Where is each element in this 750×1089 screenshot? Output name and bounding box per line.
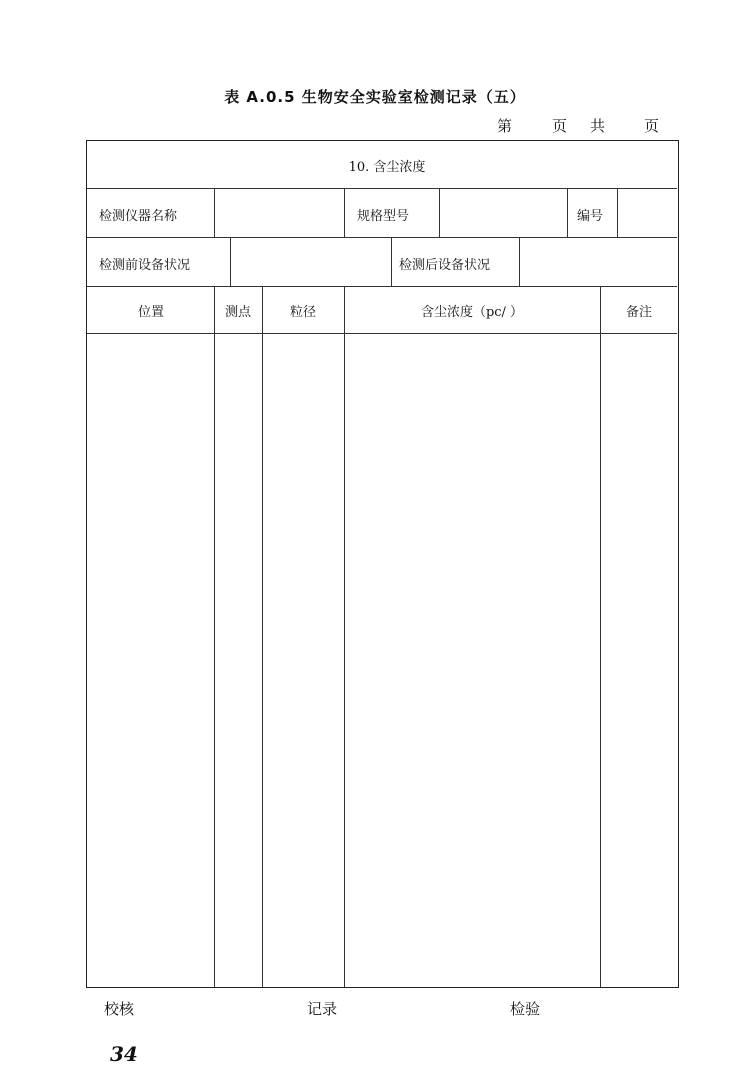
row-divider xyxy=(87,188,677,189)
footer-record: 记录 xyxy=(307,1000,338,1018)
record-form xyxy=(86,140,679,988)
cell-divider xyxy=(391,237,392,286)
footer-inspect: 检验 xyxy=(510,1000,541,1018)
cell-divider xyxy=(617,188,618,237)
cell-divider xyxy=(567,188,568,237)
column-divider xyxy=(344,286,345,987)
row-divider xyxy=(87,286,677,287)
page-title: 表 A.0.5 生物安全实验室检测记录（五） xyxy=(224,88,526,106)
cell-divider xyxy=(519,237,520,286)
header-dust-concentration: 含尘浓度（pc/ ） xyxy=(420,305,524,320)
section-title: 10. 含尘浓度 xyxy=(348,160,426,175)
page-label-ye: 页 xyxy=(552,117,568,135)
page-number: 34 xyxy=(110,1042,138,1066)
cell-divider xyxy=(214,188,215,237)
cell-divider xyxy=(230,237,231,286)
page-label-di: 第 xyxy=(497,117,513,135)
header-remark: 备注 xyxy=(625,305,653,320)
column-divider xyxy=(600,286,601,987)
footer-check: 校核 xyxy=(104,1000,135,1018)
model-label: 规格型号 xyxy=(357,209,410,224)
header-particle-size: 粒径 xyxy=(289,305,317,320)
number-label: 编号 xyxy=(577,209,604,224)
instrument-name-label: 检测仪器名称 xyxy=(99,209,178,224)
column-divider xyxy=(262,286,263,987)
row-divider xyxy=(87,333,677,334)
cell-divider xyxy=(439,188,440,237)
header-point: 测点 xyxy=(224,305,252,320)
row-divider xyxy=(87,237,677,238)
cell-divider xyxy=(344,188,345,237)
page-label-gong: 共 xyxy=(590,117,606,135)
page-label-ye-total: 页 xyxy=(644,117,660,135)
before-status-label: 检测前设备状况 xyxy=(99,258,191,273)
after-status-label: 检测后设备状况 xyxy=(399,258,491,273)
column-divider xyxy=(214,286,215,987)
header-position: 位置 xyxy=(137,305,165,320)
